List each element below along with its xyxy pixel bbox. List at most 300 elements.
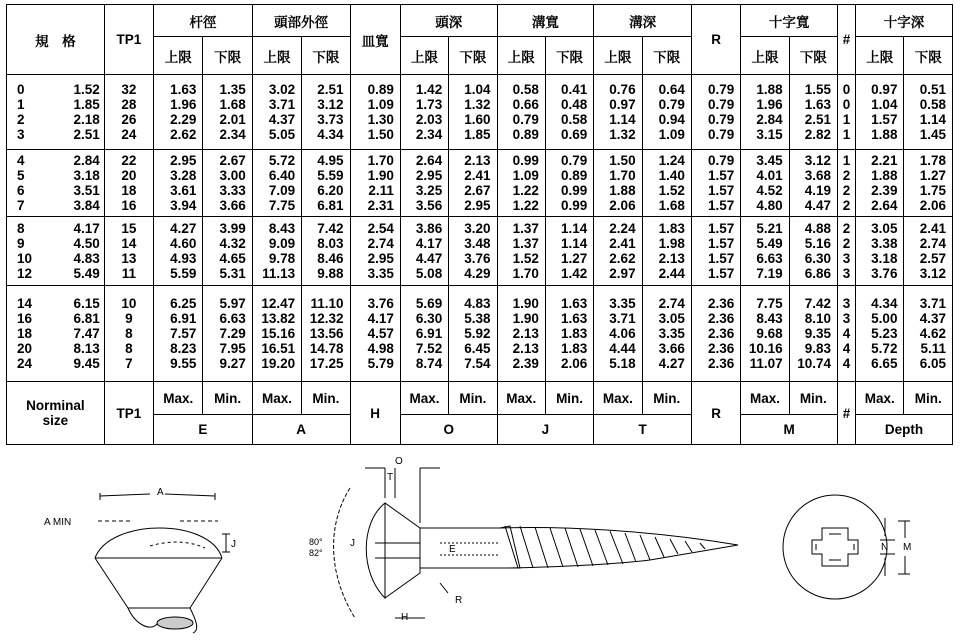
size-value: 2 [17,112,25,128]
tp1-cell [104,150,153,217]
slot-depth-max-value: 1.32 [609,127,636,143]
tp1-value: 24 [121,127,137,143]
r-value: 1.57 [708,251,735,267]
cross-width-min-cell [789,150,837,217]
cross-width-max-value: 7.75 [756,295,783,311]
screw-side-drawing [334,468,738,618]
head-depth-min-value: 3.76 [464,251,491,267]
head-dia-max-value: 15.16 [261,325,296,341]
tp1-value: 18 [121,183,137,199]
hash-value: 3 [842,251,851,267]
cross-depth-min-value: 2.06 [919,198,946,214]
cross-depth-max-value: 1.88 [871,127,898,143]
header-countersink: 皿寬 [350,5,400,75]
cross-width-min-value: 3.12 [804,153,831,169]
size-group [7,285,953,381]
header-upper: 上限 [741,37,789,75]
label-a-min: A MIN [44,517,72,528]
cross-depth-max-value: 3.76 [871,266,898,282]
slot-width-max-value: 1.22 [512,183,539,199]
cross-depth-max-value: 4.34 [871,295,898,311]
shank-max-value: 4.60 [170,236,197,252]
head-dia-max-value: 13.82 [261,310,296,326]
footer-r: R [691,382,740,445]
cross-depth-max-value: 1.88 [871,168,898,184]
shank-max-value: 9.55 [170,355,197,371]
head-depth-max-value: 2.95 [415,168,443,184]
countersink-cell [350,150,400,217]
slot-depth-max-value: 5.18 [609,355,636,371]
head-dia-min-cell [302,75,350,150]
slot-depth-min-value: 1.40 [658,168,685,184]
slot-width-max-value: 2.39 [512,355,539,371]
cross-width-max-value: 3.45 [756,153,783,169]
head-dia-min-value: 3.73 [317,112,344,128]
cross-depth-min-value: 3.71 [919,295,946,311]
cross-depth-min-value: 1.78 [919,153,946,169]
shank-min-value: 9.27 [219,355,246,371]
cross-width-max-value: 10.16 [748,340,783,356]
r-value: 2.36 [708,310,735,326]
header-upper: 上限 [594,37,642,75]
cross-depth-min-value: 0.51 [919,82,946,98]
hash-value: 3 [842,266,851,282]
label-t: T [387,472,394,483]
slot-width-min-value: 1.63 [560,310,588,326]
nominal-value: 3.84 [73,198,100,214]
nominal-value: 4.50 [73,236,100,252]
cross-width-min-value: 4.19 [804,183,831,199]
countersink-value: 4.17 [367,310,394,326]
slot-depth-min-value: 1.98 [658,236,685,252]
hash-value: 3 [842,310,851,326]
shank-min-value: 7.29 [219,325,246,341]
tp1-cell [104,285,153,381]
nominal-value: 6.15 [73,295,100,311]
cross-width-min-value: 6.86 [804,266,831,282]
cross-depth-max-value: 2.21 [871,153,898,169]
slot-width-min-value: 1.83 [560,340,588,356]
size-group [7,217,953,285]
cross-depth-min-cell [904,75,953,150]
tp1-value: 11 [121,266,137,282]
shank-max-value: 2.29 [170,112,197,128]
slot-width-min-value: 0.58 [560,112,588,128]
hash-value: 2 [842,183,851,199]
cross-width-max-value: 4.01 [756,168,783,184]
r-value: 0.79 [708,97,735,113]
shank-max-cell [154,217,203,285]
slot-depth-min-value: 2.74 [658,295,685,311]
label-j: J [350,538,355,549]
footer-size-label: size [42,413,69,428]
footer-max: Max. [856,382,904,415]
header-upper: 上限 [400,37,448,75]
header-upper: 上限 [252,37,301,75]
shank-min-value: 5.97 [219,295,246,311]
shank-min-value: 6.63 [219,310,246,326]
footer-min: Min. [642,382,691,415]
footer-min: Min. [449,382,497,415]
size-value: 4 [17,153,25,169]
countersink-value: 4.98 [367,340,394,356]
head-dia-max-value: 3.02 [268,82,296,98]
head-depth-min-value: 1.60 [464,112,491,128]
slot-width-max-value: 1.22 [512,198,539,214]
slot-width-min-value: 1.27 [560,251,588,267]
cross-depth-min-value: 1.27 [919,168,946,184]
head-dia-max-value: 6.40 [268,168,296,184]
shank-min-value: 7.95 [219,340,246,356]
slot-width-min-value: 1.14 [560,236,588,252]
size-value: 10 [17,251,33,267]
r-value: 2.36 [708,355,735,371]
size-value: 3 [17,127,25,143]
shank-min-cell [203,217,252,285]
countersink-value: 2.95 [367,251,394,267]
r-value: 0.79 [708,112,735,128]
head-depth-min-value: 3.48 [464,236,491,252]
footer-min: Min. [904,382,953,415]
tp1-value: 9 [125,310,133,326]
size-value: 20 [17,340,33,356]
head-depth-max-value: 7.52 [415,340,443,356]
head-dia-min-value: 12.32 [309,310,344,326]
cross-depth-min-value: 1.14 [919,112,946,128]
tp1-value: 26 [121,112,137,128]
tp1-value: 15 [121,221,137,237]
slot-width-min-value: 0.79 [560,153,588,169]
slot-depth-max-value: 4.44 [609,340,636,356]
slot-depth-max-value: 3.35 [609,295,636,311]
size-value: 5 [17,168,25,184]
cross-depth-max-cell [856,150,904,217]
head-depth-max-value: 1.73 [415,97,443,113]
slot-depth-min-value: 2.44 [658,266,685,282]
slot-width-min-value: 0.99 [560,183,588,199]
head-depth-min-value: 5.38 [464,310,491,326]
slot-width-max-value: 1.52 [512,251,539,267]
hash-cell [837,217,855,285]
head-dia-min-value: 6.20 [317,183,344,199]
r-value: 2.36 [708,295,735,311]
footer-o: O [400,415,497,445]
shank-max-value: 3.28 [170,168,197,184]
slot-width-min-value: 0.41 [560,82,588,98]
cross-depth-max-value: 3.38 [871,236,898,252]
oval-head-drawing [95,493,230,633]
cross-depth-min-value: 4.62 [919,325,946,341]
header-hash: # [837,5,855,75]
countersink-cell [350,217,400,285]
countersink-value: 3.76 [367,295,394,311]
footer-min: Min. [545,382,593,415]
cross-width-min-cell [789,217,837,285]
cross-width-max-value: 3.15 [756,127,783,143]
head-depth-min-cell [449,75,497,150]
footer-m: M [741,415,838,445]
hash-cell [837,75,855,150]
slot-depth-min-value: 1.52 [658,183,685,199]
size-value: 6 [17,183,25,199]
footer-max: Max. [154,382,203,415]
hash-value: 4 [842,355,851,371]
tp1-cell [104,75,153,150]
head-depth-max-cell [400,217,448,285]
cross-width-min-value: 9.83 [804,340,831,356]
cross-width-min-value: 9.35 [804,325,831,341]
head-dia-min-value: 6.81 [317,198,344,214]
nominal-value: 8.13 [73,340,100,356]
shank-max-cell [154,75,203,150]
head-depth-min-value: 2.41 [464,168,491,184]
footer-j: J [497,415,594,445]
head-depth-max-value: 6.91 [415,325,443,341]
header-lower: 下限 [449,37,497,75]
hash-value: 1 [842,112,851,128]
r-cell [691,150,740,217]
head-dia-min-value: 13.56 [309,325,344,341]
hash-value: 2 [842,236,851,252]
countersink-cell [350,285,400,381]
head-depth-max-cell [400,75,448,150]
r-value: 1.57 [708,221,735,237]
head-dia-min-value: 8.46 [317,251,344,267]
nominal-value: 1.85 [73,97,100,113]
size-value: 14 [17,295,33,311]
label-angle-80: 80° [309,537,323,547]
slot-width-max-cell [497,150,545,217]
slot-depth-min-value: 2.13 [658,251,685,267]
slot-depth-min-value: 0.64 [658,82,685,98]
cross-width-min-value: 2.51 [804,112,831,128]
shank-max-value: 6.91 [170,310,197,326]
cross-width-max-value: 11.07 [749,355,783,371]
shank-min-value: 1.35 [219,82,246,98]
cross-depth-min-value: 5.11 [920,340,946,356]
cross-depth-max-value: 6.65 [871,355,898,371]
cross-width-max-value: 4.80 [756,198,783,214]
shank-max-value: 5.59 [170,266,197,282]
head-dia-min-value: 4.95 [317,153,344,169]
footer-min: Min. [203,382,252,415]
slot-width-min-value: 2.06 [560,355,588,371]
slot-depth-max-value: 0.97 [609,97,636,113]
slot-width-max-cell [497,75,545,150]
r-cell [691,217,740,285]
slot-width-min-value: 1.42 [560,266,588,282]
head-dia-max-value: 11.13 [262,266,296,282]
countersink-value: 1.09 [367,97,394,113]
head-dia-min-value: 17.25 [309,355,344,371]
cross-depth-min-value: 2.74 [919,236,946,252]
slot-width-max-value: 1.37 [512,221,539,237]
label-h: H [401,612,409,623]
slot-depth-min-cell [642,217,691,285]
head-depth-min-value: 2.95 [464,198,491,214]
shank-min-value: 4.65 [219,251,246,267]
footer-t: T [594,415,692,445]
phillips-top-drawing [783,495,910,599]
slot-depth-max-cell [594,75,642,150]
slot-depth-max-value: 0.76 [609,82,636,98]
size-value: 9 [17,236,25,252]
countersink-value: 1.30 [367,112,394,128]
r-value: 1.57 [708,198,735,214]
slot-width-min-value: 0.48 [560,97,588,113]
countersink-cell [350,75,400,150]
size-value: 16 [17,310,33,326]
header-shank-dia: 杆徑 [154,5,253,37]
footer-max: Max. [497,382,545,415]
label-angle-82: 82° [309,548,323,558]
footer-tp1: TP1 [104,382,153,445]
head-depth-max-value: 5.08 [415,266,443,282]
head-depth-max-value: 5.69 [415,295,443,311]
shank-min-value: 1.68 [219,97,246,113]
footer-max: Max. [400,382,448,415]
slot-depth-max-cell [594,217,642,285]
head-dia-max-value: 7.09 [268,183,296,199]
countersink-value: 2.74 [367,236,394,252]
slot-depth-min-value: 4.27 [658,355,685,371]
shank-max-value: 3.61 [170,183,197,199]
head-depth-max-value: 3.25 [415,183,443,199]
footer-h: H [350,382,400,445]
slot-width-min-cell [545,217,593,285]
slot-width-max-value: 0.89 [512,127,539,143]
spec-table [6,4,953,445]
head-depth-min-cell [449,150,497,217]
head-depth-max-cell [400,150,448,217]
cross-width-max-value: 2.84 [756,112,783,128]
slot-width-min-cell [545,150,593,217]
hash-value: 1 [842,153,851,169]
footer-max: Max. [741,382,789,415]
shank-min-value: 5.31 [219,266,246,282]
head-depth-max-value: 6.30 [415,310,443,326]
slot-width-max-value: 0.58 [512,82,539,98]
head-dia-max-value: 7.75 [268,198,296,214]
cross-width-min-value: 4.47 [804,198,831,214]
head-depth-min-value: 3.20 [464,221,491,237]
head-depth-min-cell [449,217,497,285]
cross-width-min-value: 7.42 [804,295,831,311]
hash-value: 3 [842,295,851,311]
tp1-value: 16 [121,198,137,214]
hash-value: 4 [842,340,851,356]
cross-depth-min-value: 3.12 [919,266,946,282]
head-dia-max-value: 19.20 [261,355,296,371]
tp1-value: 22 [121,153,137,169]
cross-depth-max-value: 3.05 [871,221,898,237]
header-slot-width: 溝寬 [497,5,594,37]
r-value: 1.57 [708,266,735,282]
cross-depth-min-cell [904,217,953,285]
slot-width-max-value: 1.70 [512,266,539,282]
header-head-depth: 頭深 [400,5,497,37]
header-slot-depth: 溝深 [594,5,692,37]
cross-width-max-cell [741,150,789,217]
cross-width-min-value: 8.10 [804,310,831,326]
cross-depth-min-cell [904,285,953,381]
shank-max-value: 4.27 [170,221,197,237]
slot-width-max-cell [497,285,545,381]
cross-width-min-value: 1.55 [804,82,831,98]
shank-max-value: 2.62 [170,127,197,143]
footer-min: Min. [302,382,350,415]
head-depth-max-cell [400,285,448,381]
cross-width-max-value: 1.88 [756,82,783,98]
shank-min-cell [203,75,252,150]
head-dia-min-value: 2.51 [317,82,344,98]
header-upper: 上限 [856,37,904,75]
size-cell [7,217,105,285]
slot-depth-max-cell [594,150,642,217]
head-dia-max-cell [252,217,301,285]
cross-width-min-value: 1.63 [804,97,831,113]
r-value: 1.57 [708,183,735,199]
tp1-value: 10 [121,295,137,311]
shank-max-cell [154,150,203,217]
cross-depth-min-value: 6.05 [919,355,946,371]
spec-body [7,75,953,382]
countersink-value: 1.50 [367,127,394,143]
nominal-value: 3.51 [73,183,100,199]
shank-min-value: 2.67 [219,153,246,169]
slot-depth-max-value: 3.71 [609,310,636,326]
header-tp1: TP1 [104,5,153,75]
cross-depth-max-value: 5.23 [871,325,898,341]
slot-depth-max-value: 2.24 [609,221,636,237]
head-dia-max-value: 16.51 [261,340,296,356]
size-group [7,150,953,217]
slot-width-min-value: 1.83 [560,325,588,341]
tp1-value: 20 [121,168,137,184]
countersink-value: 4.57 [367,325,394,341]
head-dia-min-value: 14.78 [309,340,344,356]
size-value: 0 [17,82,25,98]
slot-depth-min-value: 3.66 [658,340,685,356]
slot-width-min-value: 1.63 [560,295,588,311]
header-lower: 下限 [545,37,593,75]
hash-value: 2 [842,198,851,214]
slot-width-max-value: 0.99 [512,153,539,169]
countersink-value: 2.54 [367,221,394,237]
cross-depth-max-value: 3.18 [871,251,898,267]
head-depth-min-value: 2.13 [464,153,491,169]
hash-cell [837,150,855,217]
head-depth-min-value: 4.29 [464,266,491,282]
tp1-value: 8 [125,325,133,341]
slot-width-max-value: 2.13 [512,340,539,356]
head-dia-min-value: 9.88 [317,266,344,282]
countersink-value: 1.70 [367,153,394,169]
size-group [7,75,953,150]
header-lower: 下限 [203,37,252,75]
cross-depth-max-value: 1.04 [871,97,898,113]
head-dia-min-value: 4.34 [317,127,344,143]
slot-depth-max-value: 1.70 [609,168,636,184]
shank-max-value: 4.93 [170,251,197,267]
shank-min-value: 3.00 [219,168,246,184]
label-m: M [903,542,912,553]
cross-width-max-cell [741,217,789,285]
head-dia-min-cell [302,285,350,381]
head-depth-min-value: 1.85 [464,127,491,143]
slot-depth-min-value: 3.05 [658,310,685,326]
header-lower: 下限 [904,37,953,75]
